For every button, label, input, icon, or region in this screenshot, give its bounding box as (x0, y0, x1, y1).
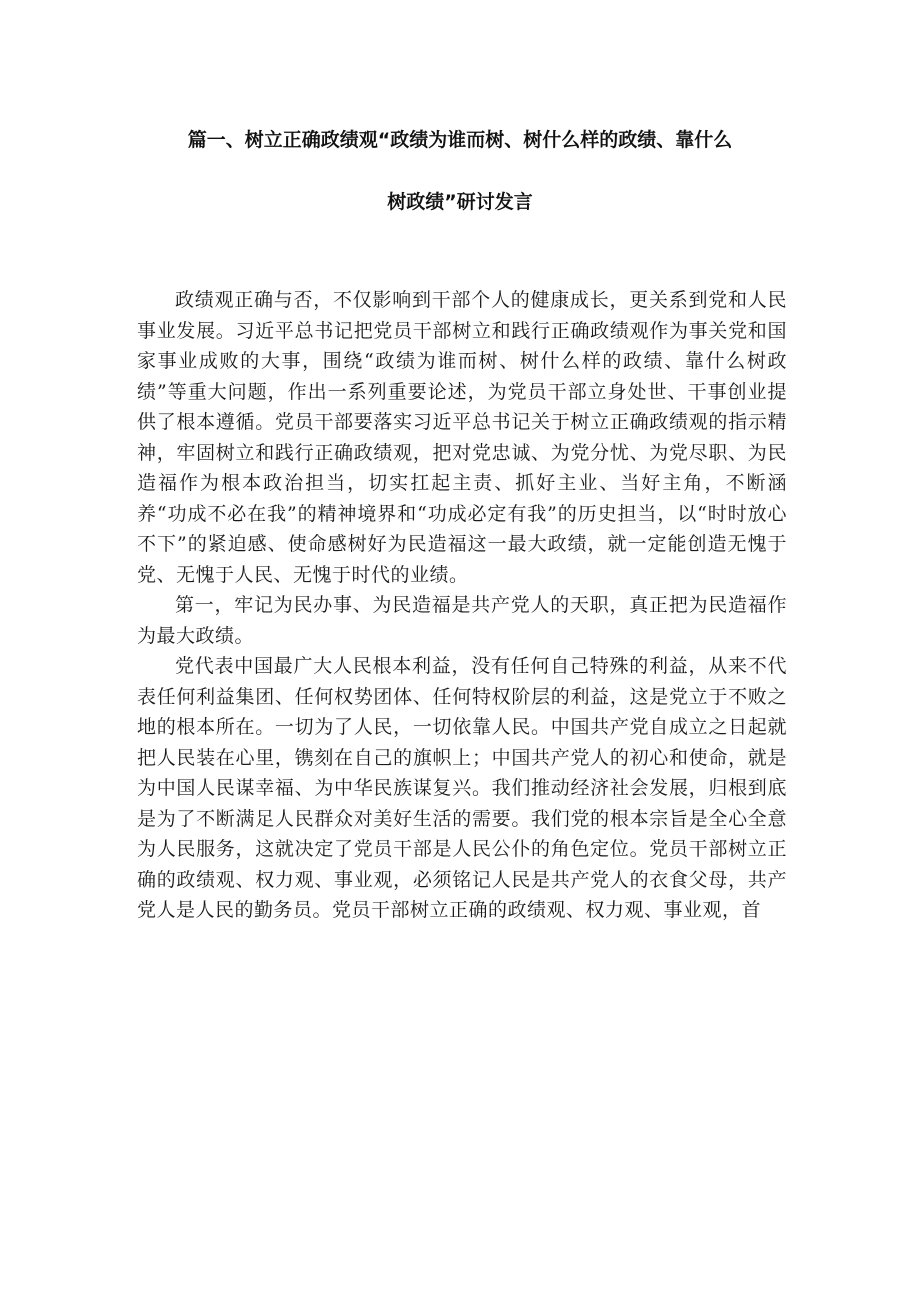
paragraph-body: 党代表中国最广大人民根本利益，没有任何自己特殊的利益，从来不代表任何利益集团、任何权势团体、任何特权阶层的利益，这是党立于不败之地的根本所在。一切为了人民，一切依靠人民。中国共产党自成立之日起就把人民装在心里，镌刻在自己的旗帜上；中国共产党人的初心和使命，就是为中国人民谋幸福、为中华民族谋复兴。我们推动经济社会发展，归根到底是为了不断满足人民群众对美好生活的需要。我们党的根本宗旨是全心全意为人民服务，这就决定了党员干部是人民公仆的角色定位。党员干部树立正确的政绩观、权力观、事业观，必须铭记人民是共产党人的衣食父母，共产党人是人民的勤务员。党员干部树立正确的政绩观、权力观、事业观，首 (137, 655, 787, 921)
paragraph-point-one: 第一，牢记为民办事、为民造福是共产党人的天职，真正把为民造福作为最大政绩。 (137, 594, 787, 647)
document-body (137, 285, 787, 926)
paragraph-intro: 政绩观正确与否，不仅影响到干部个人的健康成长，更关系到党和人民事业发展。习近平总书记把党员干部树立和践行正确政绩观作为事关党和国家事业成败的大事，围绕“政绩为谁而树、树什么样的政绩、靠什么树政绩”等重大问题，作出一系列重要论述，为党员干部立身处世、干事创业提供了根本遵循。党员干部要落实习近平总书记关于树立正确政绩观的指示精神，牢固树立和践行正确政绩观，把对党忠诚、为党分忧、为党尽职、为民造福作为根本政治担当，切实扛起主责、抓好主业、当好主角，不断涵养“功成不必在我”的精神境界和“功成必定有我”的历史担当，以“时时放心不下”的紧迫感、使命感树好为民造福这一最大政绩，就一定能创造无愧于党、无愧于人民、无愧于时代的业绩。 (137, 289, 787, 586)
title-line-2: 树政绩”研讨发言 (387, 191, 533, 213)
document-title (0, 128, 920, 252)
title-line-1: 篇一、树立正确政绩观“政绩为谁而树、树什么样的政绩、靠什么 (187, 129, 733, 151)
